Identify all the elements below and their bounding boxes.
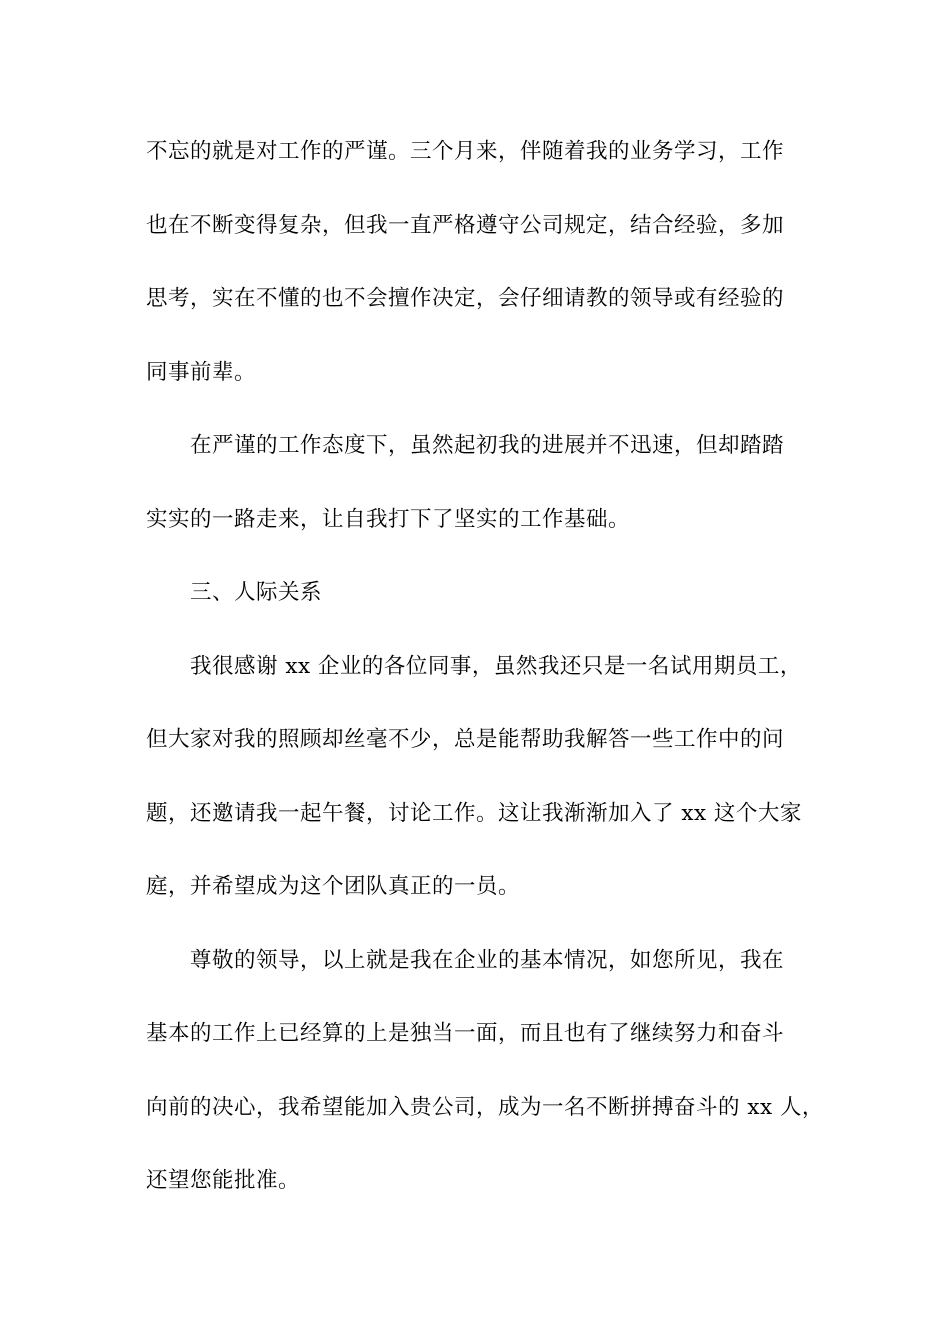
text-line: 还望您能批准。 <box>146 1168 301 1193</box>
text-line: 题，还邀请我一起午餐，讨论工作。这让我渐渐加入了 xx 这个大家 <box>146 800 802 826</box>
text-line: 我很感谢 xx 企业的各位同事，虽然我还只是一名试用期员工， <box>190 653 802 679</box>
text-line: 庭，并希望成为这个团队真正的一员。 <box>146 874 521 899</box>
text-line: 不忘的就是对工作的严谨。三个月来，伴随着我的业务学习，工作 <box>146 139 785 164</box>
text-line: 思考，实在不懂的也不会擅作决定，会仔细请教的领导或有经验的 <box>146 286 785 311</box>
text-line: 但大家对我的照顾却丝毫不少，总是能帮助我解答一些工作中的问 <box>146 727 785 752</box>
text-line: 基本的工作上已经算的上是独当一面，而且也有了继续努力和奋斗 <box>146 1021 785 1046</box>
text-line: 同事前辈。 <box>146 359 257 385</box>
text-line: 实实的一路走来，让自我打下了坚实的工作基础。 <box>146 506 631 532</box>
text-line: 向前的决心，我希望能加入贵公司，成为一名不断拼搏奋斗的 xx 人， <box>146 1094 824 1120</box>
section-heading: 三、人际关系 <box>190 580 323 605</box>
text-line: 也在不断变得复杂，但我一直严格遵守公司规定，结合经验，多加 <box>146 212 785 238</box>
text-line: 在严谨的工作态度下，虽然起初我的进展并不迅速，但却踏踏 <box>190 433 785 458</box>
document-body <box>146 130 826 1233</box>
text-line: 尊敬的领导，以上就是我在企业的基本情况，如您所见，我在 <box>190 947 785 973</box>
